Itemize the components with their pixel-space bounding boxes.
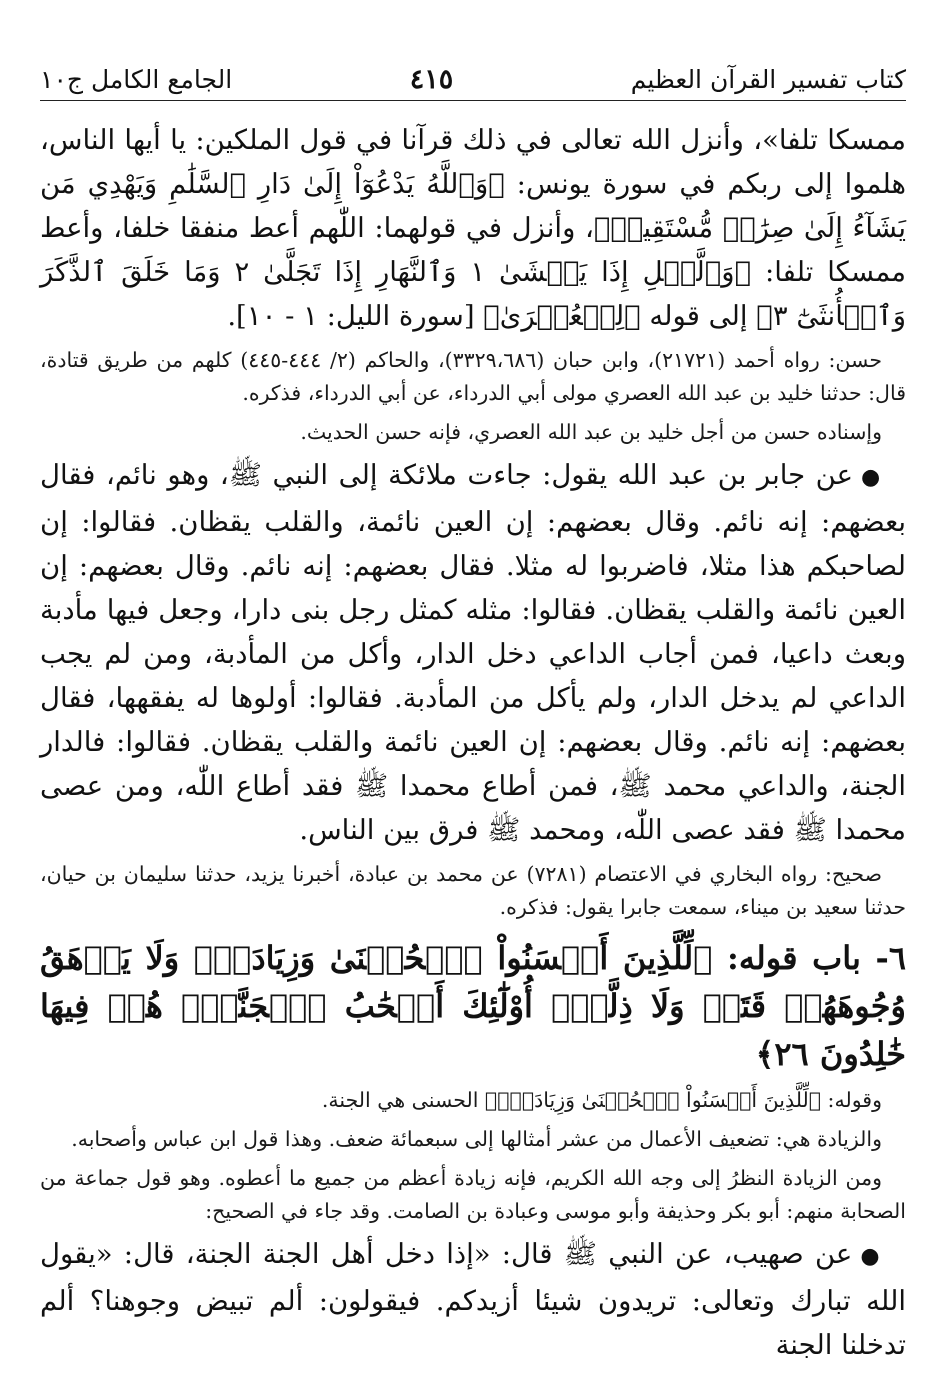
note-text: وإسناده حسن من أجل خليد بن عبد الله العصري، فإنه حسن الحديث. — [300, 420, 882, 444]
note-text: ومن الزيادة النظرُ إلى وجه الله الكريم، فإنه زيادة أعظم من جميع ما أعطوه. وهو قول جماعة من الصحابة منهم: أبو بكر وحذيفة وأبو موسى وعبادة بن الصامت. وقد جاء في الصحيح: — [40, 1166, 906, 1223]
paragraph-text: ممسكا تلفا»، وأنزل الله تعالى في ذلك قرآنا في قول الملكين: يا أيها الناس، هلموا إلى ربكم في سورة يونس: ﴿وَٱللَّهُ يَدْعُوٓاْ إِلَىٰ دَارِ ٱلسَّلَٰمِ وَيَهْدِي مَن يَشَآءُ إِلَىٰ صِرَٰطٖ مُّسْتَقِيمٖ﴾، وأنزل في قولهما: اللّٰهم أعط منفقا خلفا، وأعط ممسكا تلفا: ﴿وَٱلَّيۡلِ إِذَا يَغۡشَىٰ ١ وَٱلنَّهَارِ إِذَا تَجَلَّىٰ ٢ وَمَا خَلَقَ ٱلذَّكَرَ وَٱلۡأُنثَىٰٓ ٣﴾ إلى قوله ﴿لِلۡعُسۡرَىٰ﴾ [سورة الليل: ١ - ١٠]. — [40, 124, 906, 332]
note-text: حسن: رواه أحمد (٢١٧٢١)، وابن حبان (٣٣٢٩،٦٨٦)، والحاكم (٢/ ٤٤٤-٤٤٥) كلهم من طريق قتادة، قال: حدثنا خليد بن عبد الله العصري مولى أبي الدرداء، عن أبي الدرداء، فذكره. — [40, 348, 906, 405]
hadith-suhaib — [40, 1232, 906, 1367]
hadith-text: عن جابر بن عبد الله يقول: جاءت ملائكة إلى النبي ﷺ، وهو نائم، فقال بعضهم: إنه نائم. وقال بعضهم: إن العين نائمة، والقلب يقظان. فقالوا: إن لصاحبكم هذا مثلا، فاضربوا له مثلا. فقال بعضهم: إنه نائم. وقال بعضهم: إن العين نائمة والقلب يقظان. فقالوا: مثله كمثل رجل بنى دارا، وجعل فيها مأدبة وبعث داعيا، فمن أجاب الداعي دخل الدار، وأكل من المأدبة، ومن لم يجب الداعي لم يدخل الدار، ولم يأكل من المأدبة. فقالوا: أولوها له يفقهها، فقال بعضهم: إنه نائم. وقال بعضهم: إن العين نائمة والقلب يقظان. فقالوا: فالدار الجنة، والداعي محمد ﷺ، فمن أطاع محمدا ﷺ فقد أطاع اللّٰه، ومن عصى محمدا ﷺ فقد عصى اللّٰه، ومحمد ﷺ فرق بين الناس. — [40, 459, 906, 846]
note-text: والزيادة هي: تضعيف الأعمال من عشر أمثالها إلى سبعمائة ضعف. وهذا قول ابن عباس وأصحابه. — [71, 1127, 882, 1151]
bullet-icon: ● — [860, 465, 882, 490]
page-number: ٤١٥ — [409, 63, 454, 95]
takhrij-note — [40, 858, 906, 924]
page-content — [40, 118, 906, 1371]
hadith-text: عن صهيب، عن النبي ﷺ قال: «إذا دخل أهل الجنة الجنة، قال: «يقول الله تبارك وتعالى: تريدون شيئا أزيدكم. فيقولون: ألم تبيض وجوهنا؟ ألم تدخلنا الجنة — [40, 1238, 906, 1361]
book-page — [40, 0, 906, 1376]
tafsir-note — [40, 1162, 906, 1228]
isnad-note — [40, 416, 906, 449]
tafsir-note — [40, 1084, 906, 1117]
hadith-jabir — [40, 453, 906, 852]
chapter-title: ٦- باب قوله: ﴿لِّلَّذِينَ أَحۡسَنُواْ ٱلۡحُسۡنَىٰ وَزِيَادَةٞۖ وَلَا يَرۡهَقُ وُجُوهَهُمۡ قَتَرٞ وَلَا ذِلَّةٌۚ أُوْلَٰٓئِكَ أَصۡحَٰبُ ٱلۡجَنَّةِۖ هُمۡ فِيهَا خَٰلِدُونَ ٢٦﴾ — [40, 939, 906, 1073]
paragraph-hadith-end — [40, 118, 906, 338]
book-title: كتاب تفسير القرآن العظيم — [630, 64, 906, 94]
note-text: صحيح: رواه البخاري في الاعتصام (٧٢٨١) عن محمد بن عبادة، أخبرنا يزيد، حدثنا سليمان بن حيان، حدثنا سعيد بن ميناء، سمعت جابرا يقول: فذكره. — [40, 862, 906, 919]
tafsir-note — [40, 1123, 906, 1156]
takhrij-note — [40, 344, 906, 410]
page-header — [40, 58, 906, 101]
note-text: وقوله: ﴿لِّلَّذِينَ أَحۡسَنُواْ ٱلۡحُسۡنَىٰ وَزِيَادَةٞۖ﴾ الحسنى هي الجنة. — [321, 1088, 882, 1112]
chapter-heading — [40, 934, 906, 1078]
bullet-icon: ● — [860, 1244, 882, 1269]
volume-label: الجامع الكامل ج١٠ — [40, 64, 233, 94]
